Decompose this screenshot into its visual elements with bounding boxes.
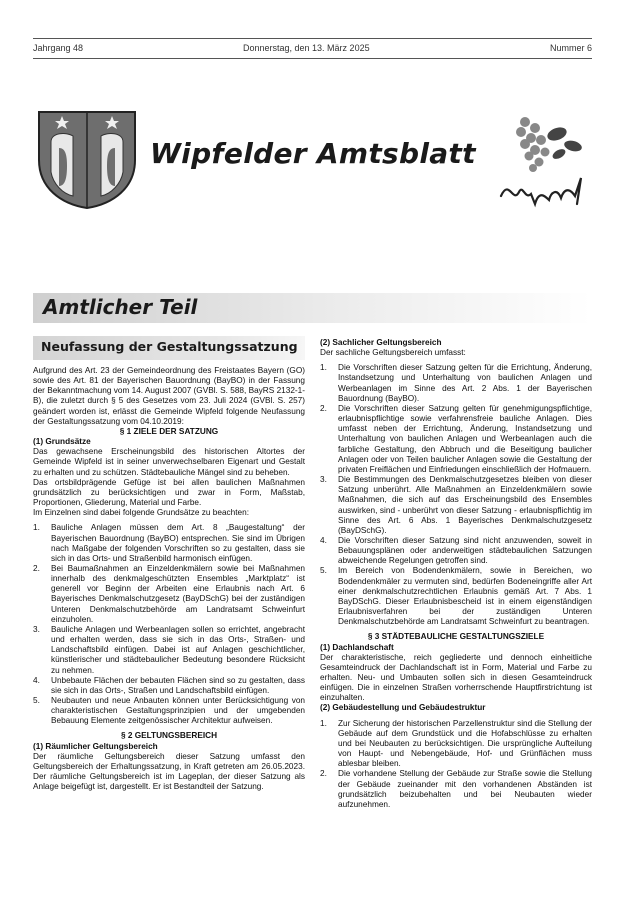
paragraph: Der sachliche Geltungsbereich umfasst: bbox=[320, 348, 466, 358]
subsection-heading: (1) Grundsätze bbox=[33, 437, 91, 447]
list-item: 1. Bauliche Anlagen müssen dem Art. 8 „Baugestaltung“ der Bayerischen Bauordnung (BayBO) entsprechen. Sie sind im Übrigen nach Maßgabe der folgenden Vorschriften so zu gestalten, dass sie sich in das Orts- und Straßenbild harmonisch einfügen. bbox=[33, 523, 305, 563]
list-item: 5. Im Bereich von Bodendenkmälern, sowie in Bereichen, wo Bodendenkmäler zu vermuten sind, bedürfen Bodeneingriffe aller Art einer denkmalschutzrechtlichen Erlaubnis gemäß Art. 7 Abs. 1 BayDSchG. Dieser Erlaubnisbescheid ist in einem eigenständigen Erlaubnisverfahren bei der zuständigen Unteren Denkmalschutzbehörde am Landratsamt Schweinfurt zu beantragen. bbox=[320, 566, 592, 627]
header-rule-bottom bbox=[33, 58, 592, 59]
article-title-bar bbox=[33, 336, 305, 360]
paragraph: Im Einzelnen sind dabei folgende Grundsätze zu beachten: bbox=[33, 508, 250, 518]
section-2-heading: § 2 GELTUNGSBEREICH bbox=[120, 731, 218, 741]
subsection-heading: (2) Gebäudestellung und Gebäudestruktur bbox=[320, 703, 486, 713]
list-item: 2. Die Vorschriften dieser Satzung gelten für genehmigungspflichtige, erlaubnispflichtige sowie verfahrensfreie bauliche Anlagen. Dies umfasst neben der Errichtung, Änderung, Instandsetzung und Unterhaltung von baulichen Anlagen und Werbeanlagen auch die farbliche Gestaltung, den Abbruch und die Beseitigung baulicher Anlagen oder von Teilen baulicher Anlagen sowie die Gestaltung der privaten Freiflächen und Einfriedungen einschließlich der Hofmauern. bbox=[320, 403, 592, 474]
list-item: 1. Die Vorschriften dieser Satzung gelten für die Errichtung, Änderung, Instandsetzung und Unterhaltung von baulichen Anlagen und Werbeanlagen im Sinne des Art. 2 Abs. 1 der Bayerischen Bauordnung (BayBO). bbox=[320, 363, 592, 403]
paragraph: Der räumliche Geltungsbereich dieser Satzung umfasst den Geltungsbereich der Erhaltungssatzung, in Kraft getreten am 26.05.2023. Der räumliche Geltungsbereich ist im Lageplan, der dieser Satzung als Anlage beigefügt ist, dargestellt. Er ist Bestandteil der Satzung. bbox=[33, 751, 305, 792]
wipfeld-logo-icon bbox=[495, 108, 595, 220]
subsection-heading: (2) Sachlicher Geltungsbereich bbox=[320, 338, 442, 347]
scope-list bbox=[320, 363, 592, 627]
section-3-heading: § 3 STÄDTEBAULICHE GESTALTUNGSZIELE bbox=[367, 632, 545, 642]
list-item: 2. Bei Baumaßnahmen an Einzeldenkmälern sowie bei Maßnahmen innerhalb des denkmalgeschützten Ensembles „Marktplatz“ ist generell vor Beginn der Arbeiten eine Erlaubnis nach Art. 6 Bayerisches Denkmalschutzgesetz (BayDSchG) bei der zuständigen Unteren Denkmalschutzbehörde am Landratsamt Schweinfurt einzuholen. bbox=[33, 563, 305, 624]
paragraph: Das gewachsene Erscheinungsbild des historischen Altortes der Gemeinde Wipfeld ist in seiner unverwechselbaren Eigenart und Gestalt zu erhalten und zu schützen. Städtebauliche Mängel sind zu beheben. bbox=[33, 447, 305, 477]
subsection-heading: (1) Dachlandschaft bbox=[320, 642, 394, 652]
list-item: 2. Die vorhandene Stellung der Gebäude zur Straße sowie die Stellung der Gebäude zueinander mit den vorhandenen Abständen ist grundsätzlich beizubehalten und bei Neubauten wieder aufzunehmen. bbox=[320, 769, 592, 809]
coat-of-arms-icon bbox=[33, 108, 141, 210]
logo-wordmark: Wipfeld bbox=[545, 216, 549, 217]
intro-paragraph: Aufgrund des Art. 23 der Gemeindeordnung des Freistaates Bayern (GO) sowie des Art. 81 der Bayerischen Bauordnung (BayBO) in der Fassung der Bekanntmachung vom 14. August 2007 (GVBl. S. 588, BayRS 2132-1-B), die zuletzt durch § 5 des Gesetzes vom 23. Juli 2024 (GVBl. S. 257) geändert worden ist, erlässt die Gemeinde Wipfeld folgende Neufassung der Gestaltungssatzung vom 04.10.2019: bbox=[33, 366, 305, 426]
list-item: 3. Bauliche Anlagen und Werbeanlagen sollen so errichtet, angebracht und erhalten werden, dass sie sich in das Orts-, Straßen- und Landschaftsbild einfügen. Dabei ist auf Anlagen geschichtlicher, künstlerischer und städtebaulicher Bedeutung besondere Rücksicht zu nehmen. bbox=[33, 624, 305, 675]
newspaper-title: Wipfelder Amtsblatt bbox=[150, 137, 476, 170]
list-item: 3. Die Bestimmungen des Denkmalschutzgesetzes bleiben von dieser Satzung unberührt. Alle Maßnahmen an Einzeldenkmälern sowie Maßnahmen, die sich auf das Erscheinungsbild des Ensembles auswirken, sind - unberührt von dieser Satzung - erlaubnispflichtig im Sinne des Art. 6 Abs. 1 Bayerisches Denkmalschutzgesetz (BayDSchG). bbox=[320, 475, 592, 535]
paragraph: Das ortsbildprägende Gefüge ist bei allen baulichen Maßnahmen grundsätzlich zu berücksichtigen und zwar in Form, Maßstab, Proportionen, Gliederung, Material und Farbe. bbox=[33, 477, 305, 508]
section-title: Amtlicher Teil bbox=[43, 295, 198, 319]
list-item: 5. Neubauten und neue Anbauten können unter Berücksichtigung von charakteristischen Gestaltungsprinzipien und der umgebenden Bebauung Elemente zeitgenössischer Architektur aufweisen. bbox=[33, 696, 305, 726]
paragraph: Der charakteristische, reich gegliederte und dennoch einheitliche Gesamteindruck der Dachlandschaft ist in Form, Material und Farbe zu erhalten. Neu- und Umbauten sollen sich in diesen Gesamteindruck einfügen. Die in einzelnen Straßen vorherrschende Hauptfirstrichtung ist einzuhalten. bbox=[320, 652, 592, 703]
subsection-heading: (1) Räumlicher Geltungsbereich bbox=[33, 741, 158, 751]
article-title: Neufassung der Gestaltungssatzung bbox=[41, 339, 298, 354]
section-1-heading: § 1 ZIELE DER SATZUNG bbox=[119, 426, 219, 436]
date-label: Donnerstag, den 13. März 2025 bbox=[243, 43, 370, 53]
structure-list bbox=[320, 719, 592, 810]
principles-list bbox=[33, 523, 305, 726]
right-column bbox=[320, 338, 592, 810]
list-item: 1. Zur Sicherung der historischen Parzellenstruktur sind die Stellung der Gebäude auf dem Grundstück und die Hofabschlüsse zu erhalten und bei Neubauten zu berücksichtigen. Die ursprüngliche Aufteilung von Haupt- und Nebengebäude, Hof- und Grünflächen muss ablesbar bleiben. bbox=[320, 718, 592, 769]
volume-label: Jahrgang 48 bbox=[33, 43, 84, 53]
header-rule-top bbox=[33, 38, 592, 39]
left-column bbox=[33, 366, 305, 792]
list-item: 4. Unbebaute Flächen der bebauten Flächen sind so zu gestalten, dass sie sich in das Orts-, Straßen und Landschaftsbild einfügen. bbox=[33, 675, 305, 695]
list-item: 4. Die Vorschriften dieser Satzung sind nicht anzuwenden, soweit in Bebauungsplänen oder anderweitigen städtebaulichen Satzungen abweichende Regelungen getroffen sind. bbox=[320, 535, 592, 566]
issue-meta bbox=[33, 43, 592, 57]
issue-label: Nummer 6 bbox=[549, 43, 592, 53]
